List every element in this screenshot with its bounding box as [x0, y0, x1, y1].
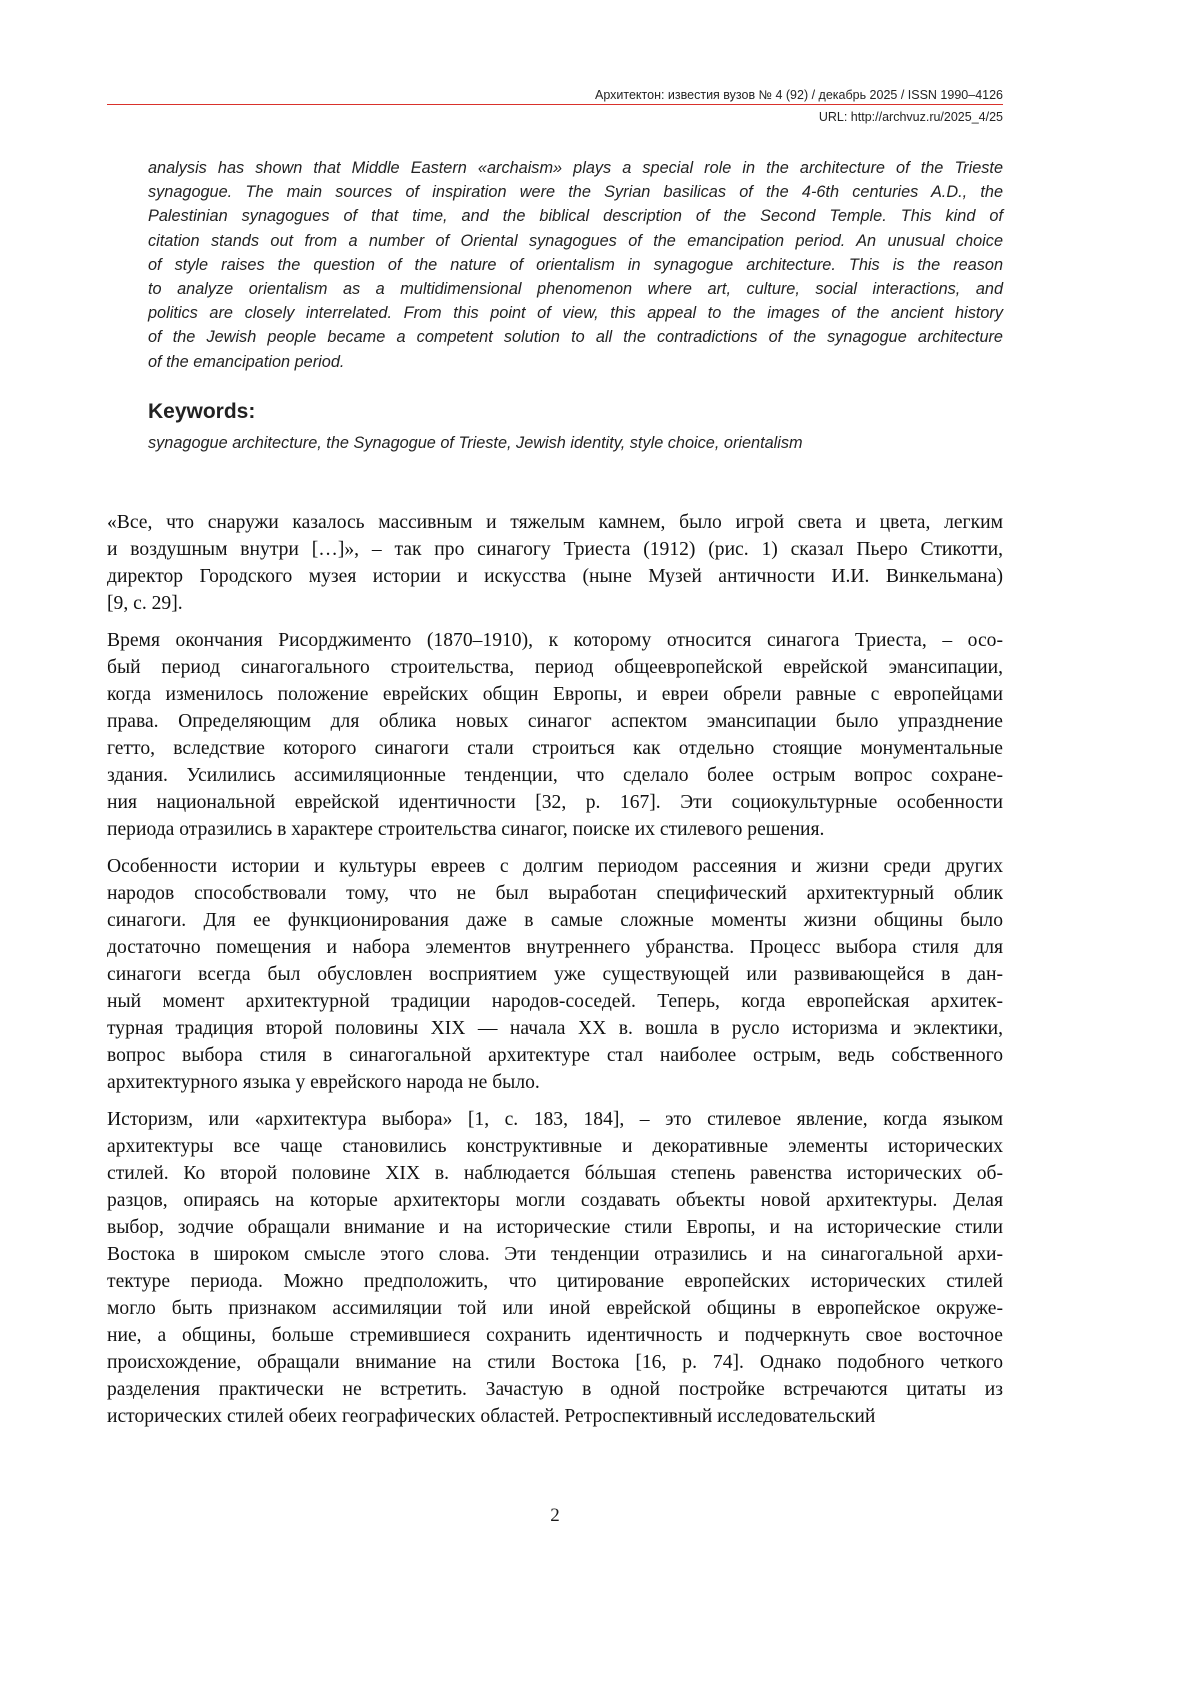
- text-line: архитектурного языка у еврейского народа не было.: [107, 1072, 540, 1093]
- keywords-text: synagogue architecture, the Synagogue of Trieste, Jewish identity, style choice, orientalism: [148, 434, 803, 452]
- keywords-heading: Keywords:: [148, 400, 256, 423]
- text-line: происхождение, обращали внимание на стили Востока [16, p. 74]. Однако подобного четкого: [107, 1352, 1003, 1373]
- text-line: здания. Усилились ассимиляционные тенденции, что сделало более острым вопрос сохране-: [107, 765, 1003, 786]
- journal-header: Архитектон: известия вузов № 4 (92) / декабрь 2025 / ISSN 1990–4126: [595, 88, 1003, 102]
- text-line: бый период синагогального строительства, период общеевропейской еврейской эмансипации,: [107, 657, 1003, 678]
- header-divider: [107, 104, 1003, 105]
- text-line: Palestinian synagogues of that time, and the biblical description of the Second Temple. This kind of: [148, 207, 1003, 226]
- text-line: citation stands out from a number of Oriental synagogues of the emancipation period. An unusual choice: [148, 231, 1003, 250]
- text-line: права. Определяющим для облика новых синагог аспектом эмансипации было упразднение: [107, 711, 1003, 732]
- text-line: Востока в широком смысле этого слова. Эти тенденции отразились и на синагогальной архи-: [107, 1244, 1003, 1265]
- text-line: тектуре периода. Можно предположить, что цитирование европейских исторических стилей: [107, 1271, 1003, 1292]
- text-line: синагоги всегда был обусловлен восприятием уже существующей или развивающейся в дан-: [107, 964, 1003, 985]
- text-line: [9, с. 29].: [107, 593, 183, 614]
- text-line: politics are closely interrelated. From this point of view, this appeal to the images of the ancient history: [148, 304, 1003, 323]
- text-line: выбор, зодчие обращали внимание и на исторические стили Европы, и на исторические стили: [107, 1217, 1003, 1238]
- text-line: народов способствовали тому, что не был выработан специфический архитектурный облик: [107, 883, 1003, 904]
- text-line: ние, а общины, больше стремившиеся сохранить идентичность и подчеркнуть свое восточное: [107, 1325, 1003, 1346]
- text-line: of style raises the question of the nature of orientalism in synagogue architecture. This is the reason: [148, 255, 1003, 274]
- text-line: Особенности истории и культуры евреев с долгим периодом рассеяния и жизни среди других: [107, 856, 1003, 877]
- text-line: и воздушным внутри […]», – так про синагогу Триеста (1912) (рис. 1) сказал Пьеро Стикотти,: [107, 539, 1003, 560]
- text-line: ния национальной еврейской идентичности [32, p. 167]. Эти социокультурные особенности: [107, 792, 1003, 813]
- text-line: «Все, что снаружи казалось массивным и тяжелым камнем, было игрой света и цвета, легким: [107, 512, 1003, 533]
- text-line: синагоги. Для ее функционирования даже в самые сложные моменты жизни общины было: [107, 910, 1003, 931]
- text-line: разделения практически не встретить. Зачастую в одной постройке встречаются цитаты из: [107, 1379, 1003, 1400]
- text-line: analysis has shown that Middle Eastern «archaism» plays a special role in the architecture of the Trieste: [148, 159, 1003, 177]
- paragraph: [107, 853, 1003, 1096]
- text-line: когда изменилось положение еврейских общин Европы, и евреи обрели равные с европейцами: [107, 684, 1003, 705]
- abstract: [148, 156, 1003, 374]
- text-line: архитектуры все чаще становились конструктивные и декоративные элементы исторических: [107, 1136, 1003, 1157]
- text-line: to analyze orientalism as a multidimensional phenomenon where art, culture, social interactions, and: [148, 280, 1003, 299]
- text-line: вопрос выбора стиля в синагогальной архитектуре стал наиболее острым, ведь собственного: [107, 1045, 1003, 1066]
- article-url: URL: http://archvuz.ru/2025_4/25: [818, 110, 1003, 124]
- text-line: директор Городского музея истории и искусства (ныне Музей античности И.И. Винкельмана): [107, 566, 1003, 587]
- paragraph: [107, 627, 1003, 843]
- text-line: of the Jewish people became a competent solution to all the contradictions of the synagogue architecture: [148, 328, 1003, 347]
- article-body: [107, 509, 1003, 1440]
- text-line: достаточно помещения и набора элементов внутреннего убранства. Процесс выбора стиля для: [107, 937, 1003, 958]
- text-line: разцов, опираясь на которые архитекторы могли создавать объекты новой архитектуры. Делая: [107, 1190, 1003, 1211]
- text-line: Время окончания Рисорджименто (1870–1910), к которому относится синагога Триеста, – осо-: [107, 630, 1003, 651]
- text-line: synagogue. The main sources of inspiration were the Syrian basilicas of the 4-6th centuries A.D., the: [148, 183, 1003, 202]
- text-line: стилей. Ко второй половине XIX в. наблюдается бóльшая степень равенства исторических об-: [107, 1163, 1003, 1184]
- text-line: могло быть признаком ассимиляции той или иной еврейской общины в европейское окруже-: [107, 1298, 1003, 1319]
- text-line: of the emancipation period.: [148, 352, 345, 371]
- text-line: гетто, вследствие которого синагоги стали строиться как отдельно стоящие монументальные: [107, 738, 1003, 759]
- text-line: периода отразились в характере строительства синагог, поиске их стилевого решения.: [107, 819, 825, 840]
- page-number: 2: [550, 1505, 560, 1526]
- text-line: Историзм, или «архитектура выбора» [1, с. 183, 184], – это стилевое явление, когда языком: [107, 1109, 1003, 1130]
- paragraph: [107, 509, 1003, 617]
- paragraph: [107, 1106, 1003, 1430]
- text-line: турная традиция второй половины XIX — начала XX в. вошла в русло историзма и эклектики,: [107, 1018, 1003, 1039]
- text-line: исторических стилей обеих географических областей. Ретроспективный исследовательский: [107, 1406, 876, 1427]
- text-line: ный момент архитектурной традиции народов-соседей. Теперь, когда европейская архитек-: [107, 991, 1003, 1012]
